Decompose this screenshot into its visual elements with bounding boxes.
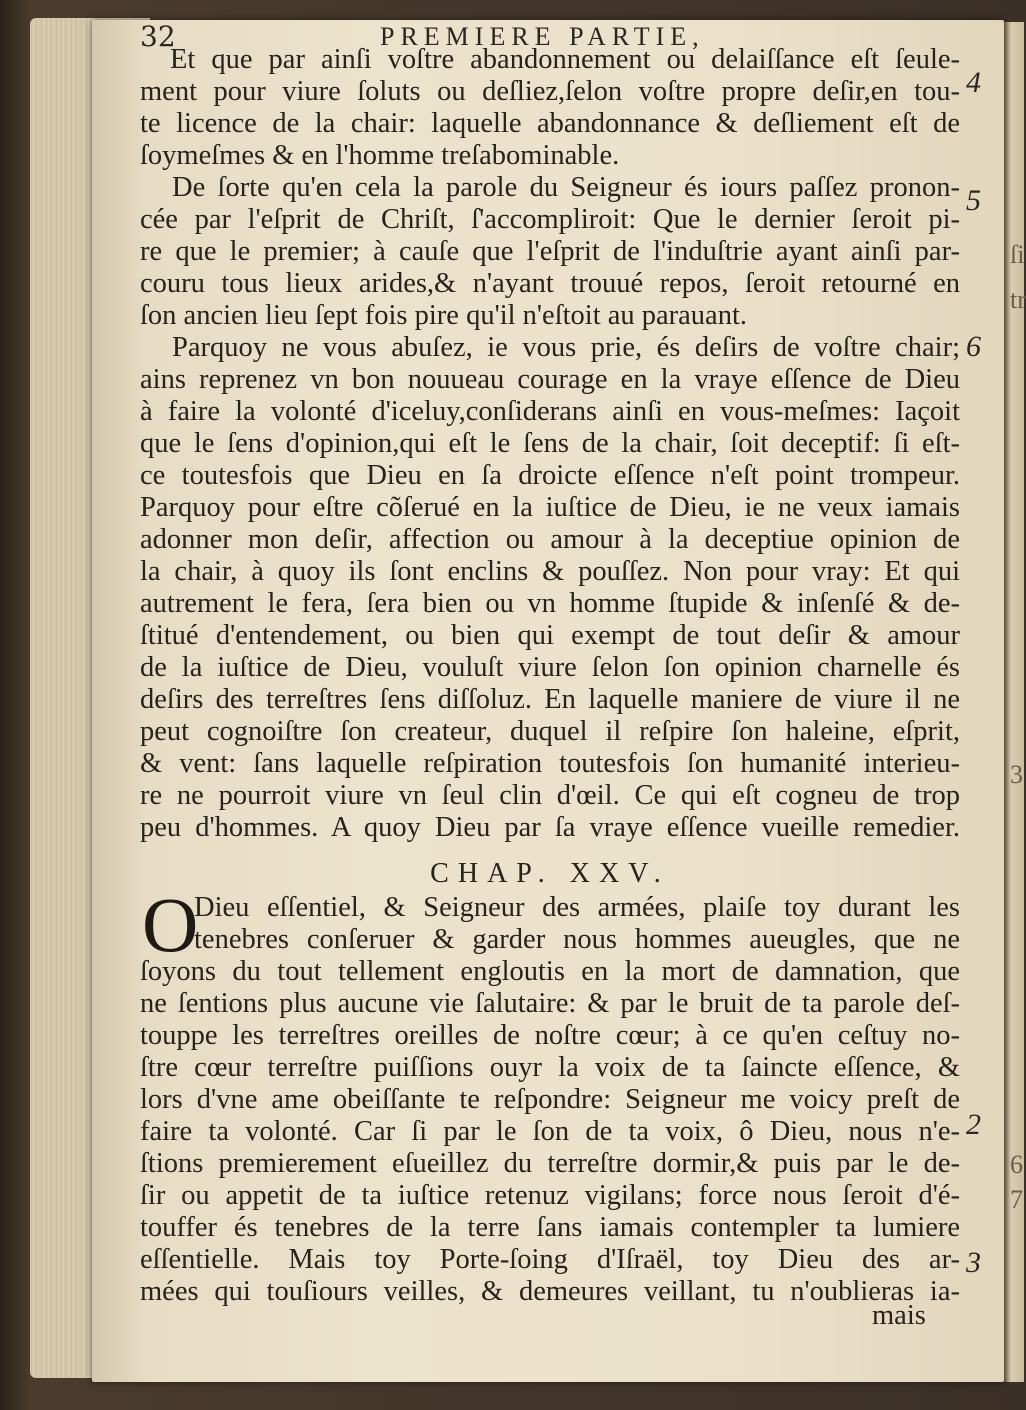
text-line: que le ſens d'opinion,qui eſt le ſens de la chair, ſoit deceptif: ſi eſt- bbox=[140, 428, 960, 459]
text-line: re ne pourroit viure vn ſeul clin d'œil. Ce qui eſt cogneu de trop bbox=[140, 780, 960, 811]
text-line: tenebres conſeruer & garder nous hommes aueugles, que ne bbox=[194, 924, 960, 955]
body-text bbox=[140, 44, 960, 844]
text-line: mées qui touſiours veilles, & demeures veillant, tu n'oublieras ia- bbox=[140, 1276, 960, 1307]
text-line: peu d'hommes. A quoy Dieu par ſa vraye eſſence vueille remedier. bbox=[140, 812, 960, 843]
text-line: Dieu eſſentiel, & Seigneur des armées, plaiſe toy durant les bbox=[194, 892, 960, 923]
text-line: ſtitué d'entendement, ou bien qui exempt de tout deſir & amour bbox=[140, 620, 960, 651]
text-line: & vent: ſans laquelle reſpiration toutesfois ſon humanité interieu- bbox=[140, 748, 960, 779]
text-line: ſoyons du tout tellement engloutis en la mort de damnation, que bbox=[140, 956, 960, 987]
facing-page-fragment: 7 bbox=[1010, 1185, 1023, 1214]
margin-number: 6 bbox=[966, 330, 981, 363]
text-line: Et que par ainſi voſtre abandonnement ou delaiſſance eſt ſeule- bbox=[170, 44, 960, 75]
text-line: Parquoy ne vous abuſez, ie vous prie, és deſirs de voſtre chair; bbox=[172, 332, 960, 363]
text-line: te licence de la chair: laquelle abandonnance & deſliement eſt de bbox=[140, 108, 960, 139]
text-line: ment pour viure ſoluts ou deſliez,ſelon voſtre propre deſir,en tou- bbox=[140, 76, 960, 107]
text-line: deſirs des terreſtres ſens diſſoluz. En laquelle maniere de viure il ne bbox=[140, 684, 960, 715]
margin-number: 5 bbox=[966, 184, 981, 217]
text-line: peut cognoiſtre ſon createur, duquel il reſpire ſon haleine, eſprit, bbox=[140, 716, 960, 747]
chapter-text bbox=[140, 881, 960, 1308]
margin-number: 4 bbox=[966, 66, 981, 99]
text-line: la chair, à quoy ils ſont enclins & pouſſez. Non pour vray: Et qui bbox=[140, 556, 960, 587]
text-line: adonner mon deſir, affection ou amour à la deceptiue opinion de bbox=[140, 524, 960, 555]
text-line: autrement le fera, ſera bien ou vn homme ſtupide & inſenſé & de- bbox=[140, 588, 960, 619]
facing-page-fragment: ſi bbox=[1010, 240, 1025, 269]
running-head: PREMIERE PARTIE, bbox=[380, 22, 705, 51]
text-line: ce toutesfois que Dieu en ſa droicte eſſence n'eſt point trompeur. bbox=[140, 460, 960, 491]
text-line: ſon ancien lieu ſept fois pire qu'il n'eſtoit au parauant. bbox=[140, 300, 748, 331]
text-line: ſoymeſmes & en l'homme treſabominable. bbox=[140, 140, 620, 171]
text-line: ſtions premierement eſueillez du terreſtre dormir,& puis par le de- bbox=[140, 1148, 960, 1179]
text-line: ne ſentions plus aucune vie ſalutaire: & par le bruit de ta parole deſ- bbox=[140, 988, 960, 1019]
text-line: Parquoy pour eſtre cõſerué en la iuſtice de Dieu, ie ne veux iamais bbox=[140, 492, 960, 523]
text-line: ains reprenez vn bon nouueau courage en la vraye eſſence de Dieu bbox=[140, 364, 960, 395]
text-line: eſſentielle. Mais toy Porte-ſoing d'Iſraël, toy Dieu des ar- bbox=[140, 1244, 960, 1275]
text-line: de la iuſtice de Dieu, vouluſt viure ſelon ſon opinion charnelle és bbox=[140, 652, 960, 683]
text-line: De ſorte qu'en cela la parole du Seigneur és iours paſſez pronon- bbox=[172, 172, 960, 203]
text-line: lors d'vne ame obeiſſante te reſpondre: Seigneur me voicy preſt de bbox=[140, 1084, 960, 1115]
page-number: 32 bbox=[140, 20, 176, 53]
margin-number: 2 bbox=[966, 1108, 981, 1141]
text-line: couru tous lieux arides,& n'ayant trouué repos, ſeroit retourné en bbox=[140, 268, 960, 299]
facing-page-fragment: tr bbox=[1010, 285, 1026, 314]
text-line: faire ta volonté. Car ſi par le ſon de ta voix, ô Dieu, nous n'e- bbox=[140, 1116, 960, 1147]
text-line: ſtre cœur terreſtre puiſſions ouyr la voix de ta ſaincte eſſence, & bbox=[140, 1052, 960, 1083]
facing-page-fragment: 3 bbox=[1010, 760, 1023, 789]
margin-number: 3 bbox=[966, 1246, 981, 1279]
text-line: cée par l'eſprit de Chriſt, ſ'accompliroit: Que le dernier ſeroit pi- bbox=[140, 204, 960, 235]
chapter-heading: CHAP. XXV. bbox=[430, 858, 670, 889]
text-line: touppe les terreſtres oreilles de noſtre cœur; à ce qu'en ceſtuy no- bbox=[140, 1020, 960, 1051]
catchword: mais bbox=[872, 1300, 926, 1331]
facing-page-fragment: 6 bbox=[1010, 1150, 1023, 1179]
text-line: touffer és tenebres de la terre ſans iamais contempler ta lumiere bbox=[140, 1212, 960, 1243]
drop-cap: O bbox=[142, 881, 199, 968]
text-line: re que le premier; à cauſe que l'eſprit de l'induſtrie ayant ainſi par- bbox=[140, 236, 960, 267]
text-line: à faire la volonté d'iceluy,conſiderans ainſi en vous-meſmes: Iaçoit bbox=[140, 396, 960, 427]
text-line: ſir ou appetit de ta iuſtice retenuz vigilans; force nous ſeroit d'é- bbox=[140, 1180, 960, 1211]
